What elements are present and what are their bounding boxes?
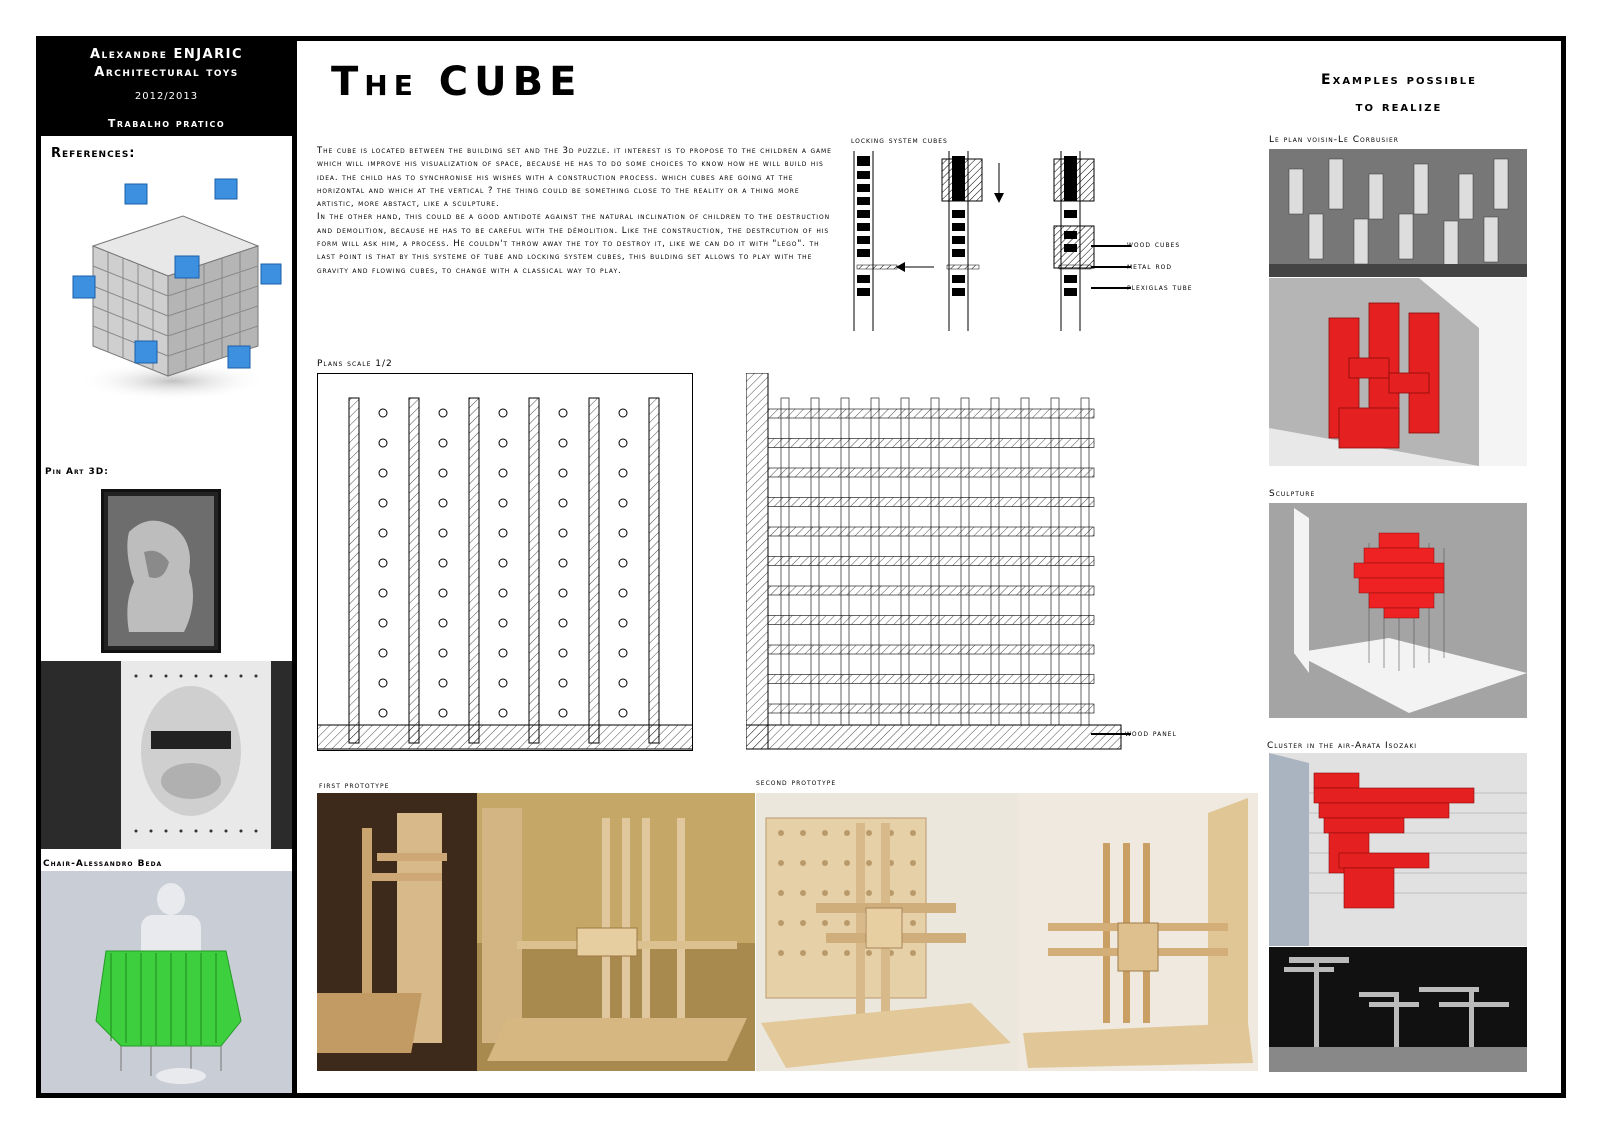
prototype-hole: [778, 890, 784, 896]
plan-hole: [439, 499, 447, 507]
second-prototype-photo-1: [756, 793, 1018, 1071]
prototype-hole: [778, 920, 784, 926]
prototype-hole: [844, 830, 850, 836]
plan-hole: [379, 409, 387, 417]
prototype-hole: [800, 890, 806, 896]
plan-hole: [439, 709, 447, 717]
plan-hole: [619, 619, 627, 627]
left-column: [41, 41, 297, 1093]
plan-hole: [379, 649, 387, 657]
prototype-hole: [822, 830, 828, 836]
pin-face-image: [41, 661, 292, 849]
plan-hole: [619, 529, 627, 537]
author-name: Alexandre ENJARIC: [89, 47, 243, 62]
plan-hole: [559, 559, 567, 567]
plan-voisin-photo: [1269, 149, 1527, 277]
plan-hole: [439, 649, 447, 657]
plan-hole: [439, 679, 447, 687]
prototype-hole: [866, 860, 872, 866]
plan-hole: [619, 709, 627, 717]
second-prototype-photo-2: [1018, 793, 1258, 1071]
red-towers-render: [1269, 278, 1527, 466]
first-prototype-label: first prototype: [319, 781, 390, 791]
plan-hole: [499, 589, 507, 597]
plan-hole: [559, 469, 567, 477]
plan-hole: [619, 679, 627, 687]
plan-hole: [559, 649, 567, 657]
first-prototype-photo-1: [317, 793, 477, 1071]
plan-hole: [499, 649, 507, 657]
prototype-hole: [910, 890, 916, 896]
cube-reference-image: [63, 176, 283, 406]
plan-hole: [379, 709, 387, 717]
plan-hole: [619, 409, 627, 417]
plan-hole: [559, 619, 567, 627]
plan-hole: [559, 709, 567, 717]
prototype-hole: [844, 860, 850, 866]
plan-hole: [619, 589, 627, 597]
wood-panel-label: wood panel: [1125, 729, 1177, 739]
plan-hole: [619, 499, 627, 507]
sculpture-label: Sculpture: [1269, 489, 1316, 499]
description-text: [317, 145, 837, 278]
prototype-hole: [800, 920, 806, 926]
plan-hole: [619, 559, 627, 567]
plexiglas-tube-label: plexiglas tube: [1127, 283, 1193, 293]
prototype-hole: [844, 950, 850, 956]
plan-hole: [439, 559, 447, 567]
sculpture-render: [1269, 503, 1527, 718]
prototype-hole: [844, 920, 850, 926]
wood-cubes-label: wood cubes: [1127, 240, 1181, 250]
plan-hole: [499, 709, 507, 717]
prototype-hole: [844, 890, 850, 896]
second-prototype-label: second prototype: [756, 778, 837, 788]
plan-hole: [379, 589, 387, 597]
plan-hole: [559, 529, 567, 537]
plan-hole: [439, 409, 447, 417]
plan-hole: [499, 499, 507, 507]
plan-hole: [379, 619, 387, 627]
prototype-hole: [910, 920, 916, 926]
plan-hole: [439, 439, 447, 447]
chair-label: Chair-Alessandro Beda: [43, 859, 163, 869]
examples-title-line1: Examples possible: [1321, 72, 1477, 88]
cluster-drawing: [1269, 947, 1527, 1072]
plan-hole: [379, 679, 387, 687]
plan-hole: [559, 679, 567, 687]
plan-hole: [439, 529, 447, 537]
prototype-hole: [822, 950, 828, 956]
plan-front-view: [317, 373, 693, 751]
prototype-hole: [800, 950, 806, 956]
prototype-hole: [778, 860, 784, 866]
plan-hole: [499, 439, 507, 447]
plan-hole: [379, 439, 387, 447]
plan-hole: [439, 469, 447, 477]
prototype-hole: [822, 920, 828, 926]
cluster-render: [1269, 753, 1527, 946]
page-title: The CUBE: [331, 59, 583, 105]
plan-hole: [439, 619, 447, 627]
chair-image: [41, 871, 292, 1093]
plan-side-view: [746, 373, 1126, 751]
metal-rod-label: metal rod: [1127, 262, 1172, 272]
work-type: Trabalho pratico: [107, 117, 226, 130]
plan-hole: [619, 439, 627, 447]
prototype-hole: [778, 830, 784, 836]
plan-hole: [379, 529, 387, 537]
plan-hole: [499, 529, 507, 537]
plan-hole: [499, 559, 507, 567]
plan-hole: [559, 409, 567, 417]
prototype-hole: [822, 890, 828, 896]
plan-hole: [379, 499, 387, 507]
plan-hole: [499, 679, 507, 687]
plan-hole: [439, 589, 447, 597]
cluster-label: Cluster in the air-Arata Isozaki: [1267, 741, 1418, 751]
plan-hole: [619, 649, 627, 657]
prototype-hole: [778, 950, 784, 956]
locking-system-diagram: [849, 151, 1099, 331]
examples-title: [1279, 67, 1519, 121]
plan-hole: [499, 409, 507, 417]
paragraph-1: The cube is located between the building set and the 3d puzzle. it interest is to propose to the children a game which will improve his visualization of space, because he has to do some choices to know how he will build his idea. the child has to synchronise his wishes with a construction process. which cubes are going at the horizontal and which at the vertical ? the thing could be something close to the reality or a thing more artistic, more abstact, like a sculpture.: [317, 146, 832, 210]
prototype-hole: [910, 830, 916, 836]
school-year: 2012/2013: [134, 91, 199, 102]
plan-voisin-label: Le plan voisin-Le Corbusier: [1269, 135, 1399, 145]
plan-hole: [619, 469, 627, 477]
locking-system-title: locking system cubes: [851, 136, 948, 146]
pin-art-label: Pin Art 3D:: [45, 467, 109, 477]
plan-hole: [559, 499, 567, 507]
plan-hole: [559, 589, 567, 597]
prototype-hole: [910, 950, 916, 956]
references-title: References:: [51, 146, 136, 161]
prototype-hole: [866, 890, 872, 896]
plan-hole: [379, 469, 387, 477]
plan-hole: [559, 439, 567, 447]
plan-hole: [499, 469, 507, 477]
plans-title: Plans scale 1/2: [317, 359, 393, 369]
prototype-hole: [866, 830, 872, 836]
prototype-hole: [822, 860, 828, 866]
plan-hole: [499, 619, 507, 627]
locking-leader-lines: [1091, 236, 1131, 296]
prototype-hole: [800, 860, 806, 866]
prototype-hole: [910, 860, 916, 866]
pin-art-image: [101, 489, 221, 653]
plan-hole: [379, 559, 387, 567]
course-name: Architectural toys: [94, 65, 239, 80]
header-block: [41, 41, 292, 136]
prototype-hole: [800, 830, 806, 836]
first-prototype-photo-2: [477, 793, 755, 1071]
prototype-hole: [866, 950, 872, 956]
paragraph-2: In the other hand, this could be a good antidote against the natural inclination of children to the destruction and demolition, because he has to be careful with the démolition. Like the construction, the destrcution of his form will ask him, a process. He couldn't throw away the toy to destroy it, like we can do it with "lego". th last point is that by this systeme of tube and locking system cubes, this bulding set allows to play with the gravity and flowing cubes, to change with a classical way to play.: [317, 212, 830, 276]
examples-title-line2: to realize: [1355, 99, 1443, 115]
poster-frame: [36, 36, 1566, 1098]
